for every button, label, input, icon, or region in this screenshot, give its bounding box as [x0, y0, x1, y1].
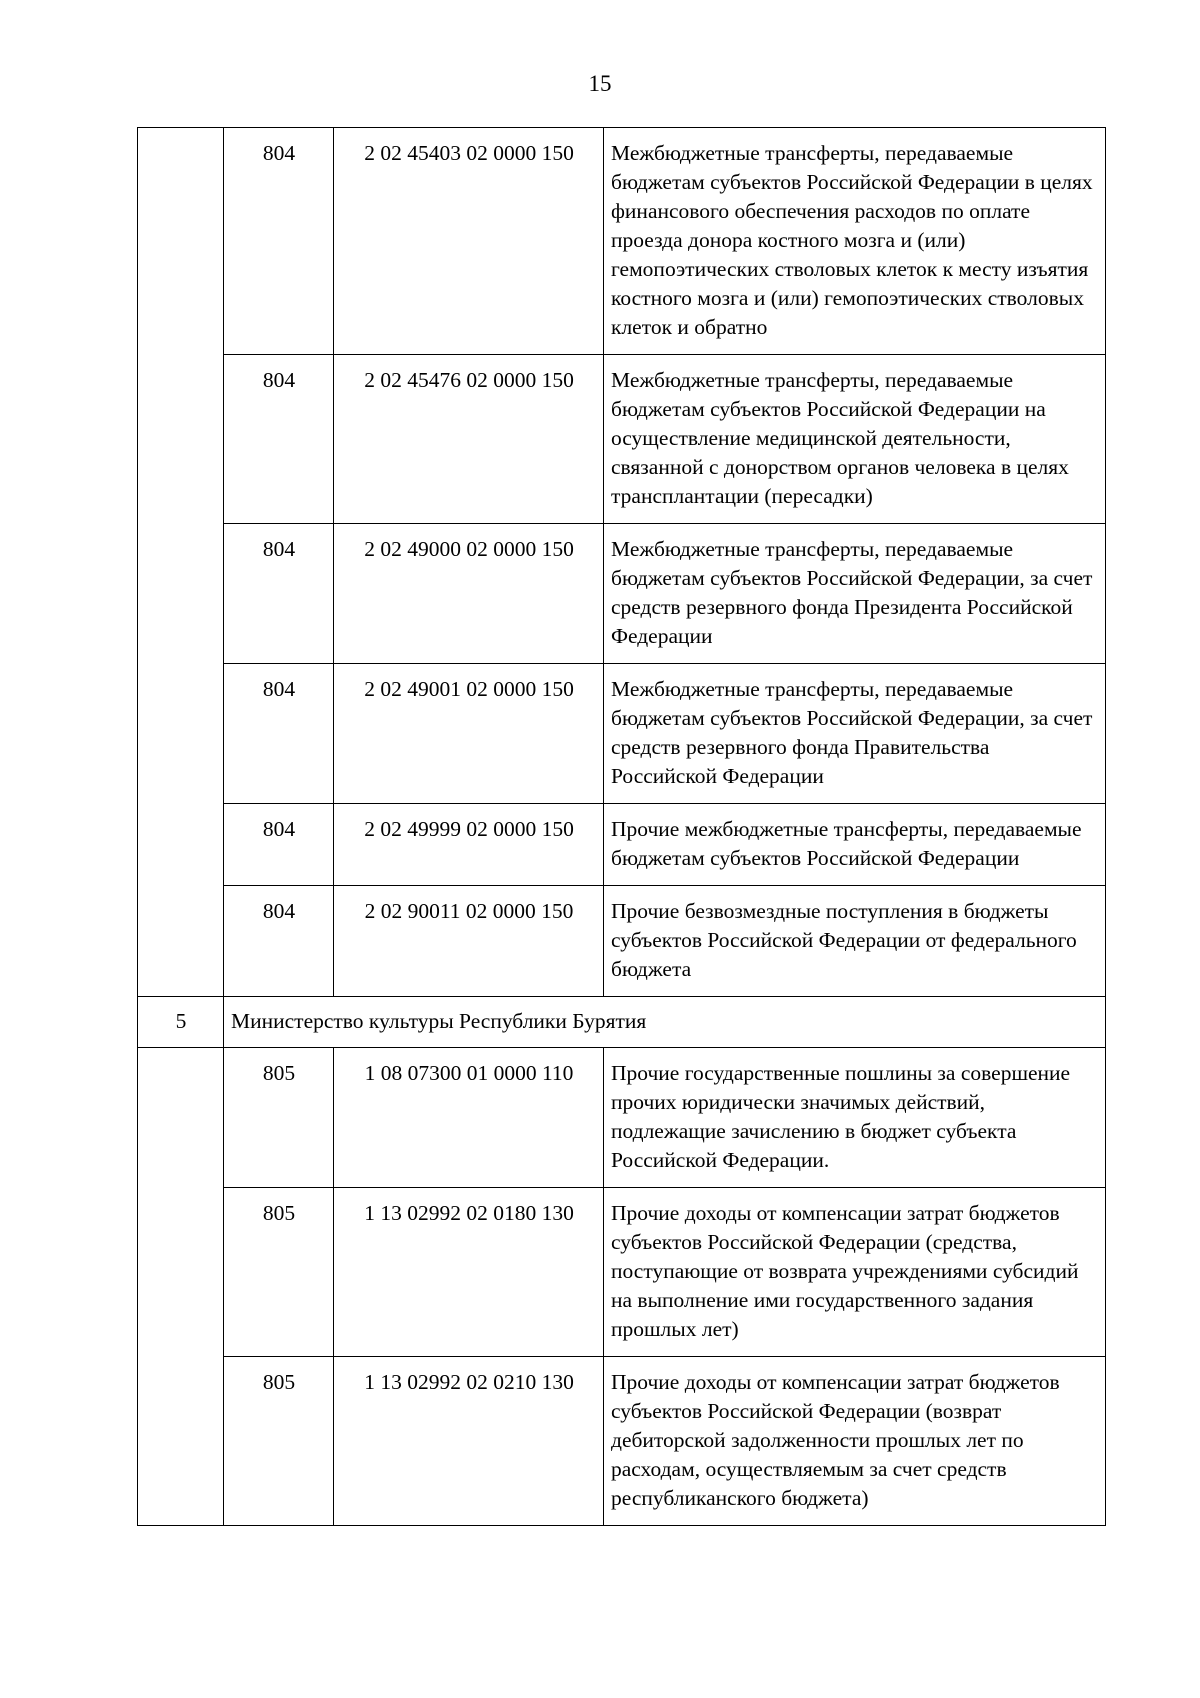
kbk-code-cell: 1 08 07300 01 0000 110: [334, 1048, 604, 1188]
table-row: [138, 1357, 1106, 1526]
kbk-code-cell: 1 13 02992 02 0210 130: [334, 1357, 604, 1526]
table-row: [138, 128, 1106, 355]
admin-code-cell: 804: [224, 804, 334, 886]
table-row: [138, 355, 1106, 524]
row-number-cell: [138, 128, 224, 997]
description-cell: Межбюджетные трансферты, передаваемые бюджетам субъектов Российской Федерации на осуществление медицинской деятельности, связанной с донорством органов человека в целях трансплантации (пересадки): [604, 355, 1106, 524]
admin-code-cell: 805: [224, 1048, 334, 1188]
section-number-cell: 5: [138, 997, 224, 1048]
kbk-code-cell: 2 02 49999 02 0000 150: [334, 804, 604, 886]
description-cell: Прочие безвозмездные поступления в бюджеты субъектов Российской Федерации от федерального бюджета: [604, 886, 1106, 997]
page-number: 15: [588, 71, 612, 96]
revenue-codes-table: [137, 127, 1106, 1526]
description-cell: Межбюджетные трансферты, передаваемые бюджетам субъектов Российской Федерации в целях финансового обеспечения расходов по оплате проезда донора костного мозга и (или) гемопоэтических стволовых клеток к месту изъятия костного мозга и (или) гемопоэтических стволовых клеток и обратно: [604, 128, 1106, 355]
admin-code-cell: 804: [224, 355, 334, 524]
section-title-cell: Министерство культуры Республики Бурятия: [224, 997, 1106, 1048]
section-header-row: [138, 997, 1106, 1048]
table-row: [138, 1048, 1106, 1188]
admin-code-cell: 804: [224, 524, 334, 664]
kbk-code-cell: 2 02 90011 02 0000 150: [334, 886, 604, 997]
kbk-code-cell: 2 02 45403 02 0000 150: [334, 128, 604, 355]
kbk-code-cell: 1 13 02992 02 0180 130: [334, 1188, 604, 1357]
description-cell: Межбюджетные трансферты, передаваемые бюджетам субъектов Российской Федерации, за счет средств резервного фонда Правительства Российской Федерации: [604, 664, 1106, 804]
table-row: [138, 1188, 1106, 1357]
table-row: [138, 664, 1106, 804]
table-row: [138, 524, 1106, 664]
admin-code-cell: 805: [224, 1357, 334, 1526]
table-row: [138, 804, 1106, 886]
kbk-code-cell: 2 02 49001 02 0000 150: [334, 664, 604, 804]
description-cell: Прочие межбюджетные трансферты, передаваемые бюджетам субъектов Российской Федерации: [604, 804, 1106, 886]
row-number-cell: [138, 1048, 224, 1526]
table-row: [138, 886, 1106, 997]
admin-code-cell: 804: [224, 128, 334, 355]
description-cell: Прочие доходы от компенсации затрат бюджетов субъектов Российской Федерации (средства, поступающие от возврата учреждениями субсидий на выполнение ими государственного задания прошлых лет): [604, 1188, 1106, 1357]
kbk-code-cell: 2 02 45476 02 0000 150: [334, 355, 604, 524]
kbk-code-cell: 2 02 49000 02 0000 150: [334, 524, 604, 664]
admin-code-cell: 804: [224, 664, 334, 804]
admin-code-cell: 804: [224, 886, 334, 997]
description-cell: Межбюджетные трансферты, передаваемые бюджетам субъектов Российской Федерации, за счет средств резервного фонда Президента Российской Федерации: [604, 524, 1106, 664]
description-cell: Прочие доходы от компенсации затрат бюджетов субъектов Российской Федерации (возврат дебиторской задолженности прошлых лет по расходам, осуществляемым за счет средств республиканского бюджета): [604, 1357, 1106, 1526]
description-cell: Прочие государственные пошлины за совершение прочих юридически значимых действий, подлежащие зачислению в бюджет субъекта Российской Федерации.: [604, 1048, 1106, 1188]
admin-code-cell: 805: [224, 1188, 334, 1357]
